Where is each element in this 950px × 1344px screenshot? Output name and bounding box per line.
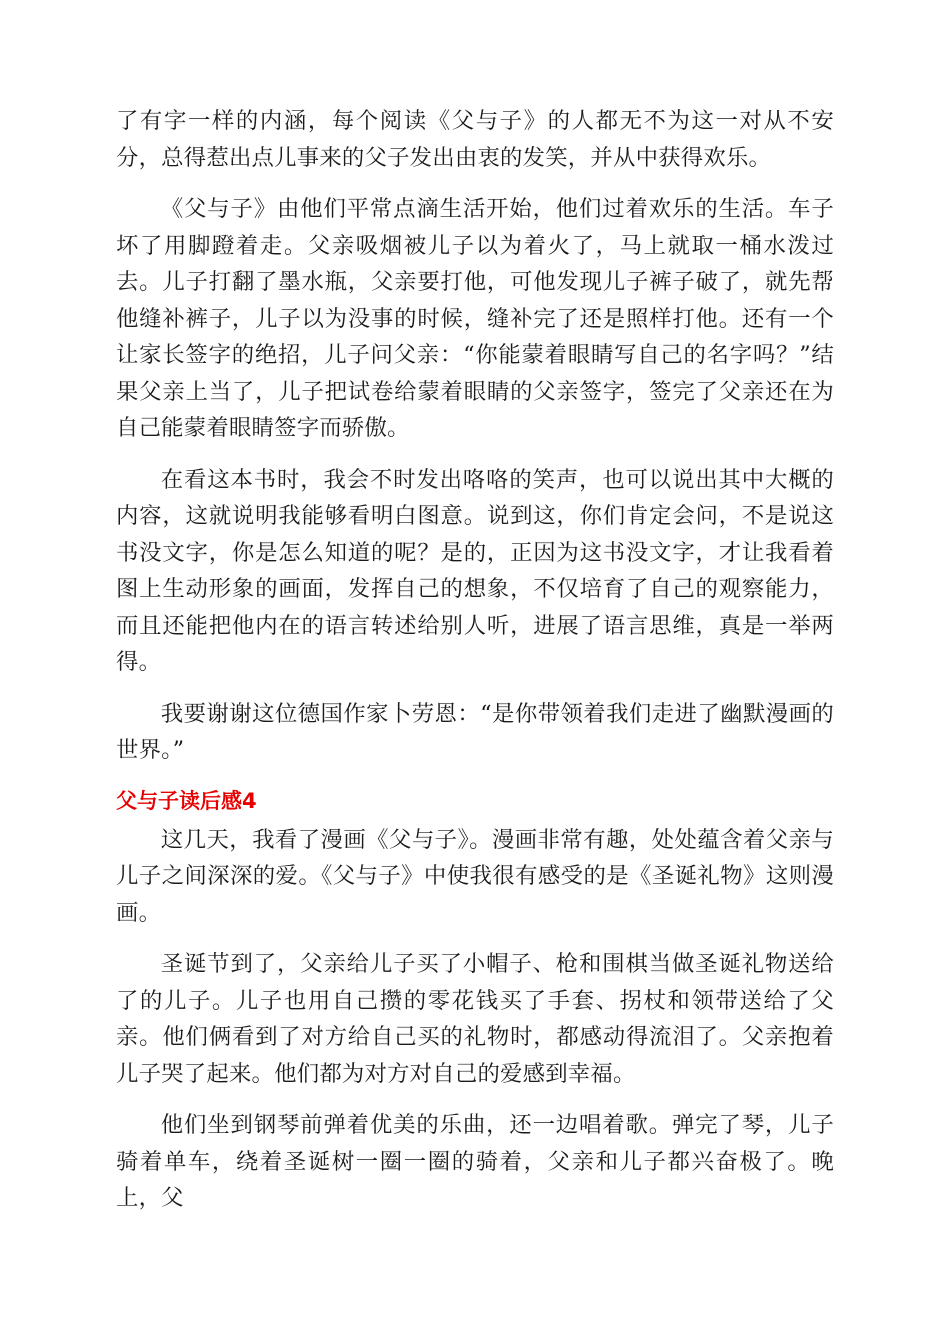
paragraph-continuation: 了有字一样的内涵，每个阅读《父与子》的人都无不为这一对从不安分，总得惹出点儿事来的父子发出由衷的发笑，并从中获得欢乐。 bbox=[116, 108, 834, 171]
paragraph-reading-experience: 在看这本书时，我会不时发出咯咯的笑声，也可以说出其中大概的内容，这就说明我能够看明白图意。说到这，你们肯定会问，不是说这书没文字，你是怎么知道的呢？是的，正因为这书没文字，才让我看着图上生动形象的画面，发挥自己的想象，不仅培育了自己的观察能力，而且还能把他内在的语言转述给别人听，进展了语言思维，真是一举两得。 bbox=[116, 466, 834, 675]
paragraph-intro: 这几天，我看了漫画《父与子》。漫画非常有趣，处处蕴含着父亲与儿子之间深深的爱。《父与子》中使我很有感受的是《圣诞礼物》这则漫画。 bbox=[116, 826, 834, 926]
document-body bbox=[116, 103, 834, 1217]
section-heading: 父与子读后感4 bbox=[116, 788, 257, 813]
paragraph-thanks: 我要谢谢这位德国作家卜劳恩：“是你带领着我们走进了幽默漫画的世界。” bbox=[116, 700, 834, 763]
paragraph-piano: 他们坐到钢琴前弹着优美的乐曲，还一边唱着歌。弹完了琴，儿子骑着单车，绕着圣诞树一圈一圈的骑着，父亲和儿子都兴奋极了。晚上，父 bbox=[116, 1112, 834, 1211]
paragraph-story-summary: 《父与子》由他们平常点滴生活开始，他们过着欢乐的生活。车子坏了用脚蹬着走。父亲吸烟被儿子以为着火了，马上就取一桶水泼过去。儿子打翻了墨水瓶，父亲要打他，可他发现儿子裤子破了，就先帮他缝补裤子，儿子以为没事的时候，缝补完了还是照样打他。还有一个让家长签字的绝招，儿子问父亲：“你能蒙着眼睛写自己的名字吗？”结果父亲上当了，儿子把试卷给蒙着眼睛的父亲签字，签完了父亲还在为自己能蒙着眼睛签字而骄傲。 bbox=[116, 196, 834, 441]
paragraph-christmas-gifts: 圣诞节到了，父亲给儿子买了小帽子、枪和围棋当做圣诞礼物送给了的儿子。儿子也用自己攒的零花钱买了手套、拐杖和领带送给了父亲。他们俩看到了对方给自己买的礼物时，都感动得流泪了。父亲抱着儿子哭了起来。他们都为对方对自己的爱感到幸福。 bbox=[116, 951, 834, 1087]
